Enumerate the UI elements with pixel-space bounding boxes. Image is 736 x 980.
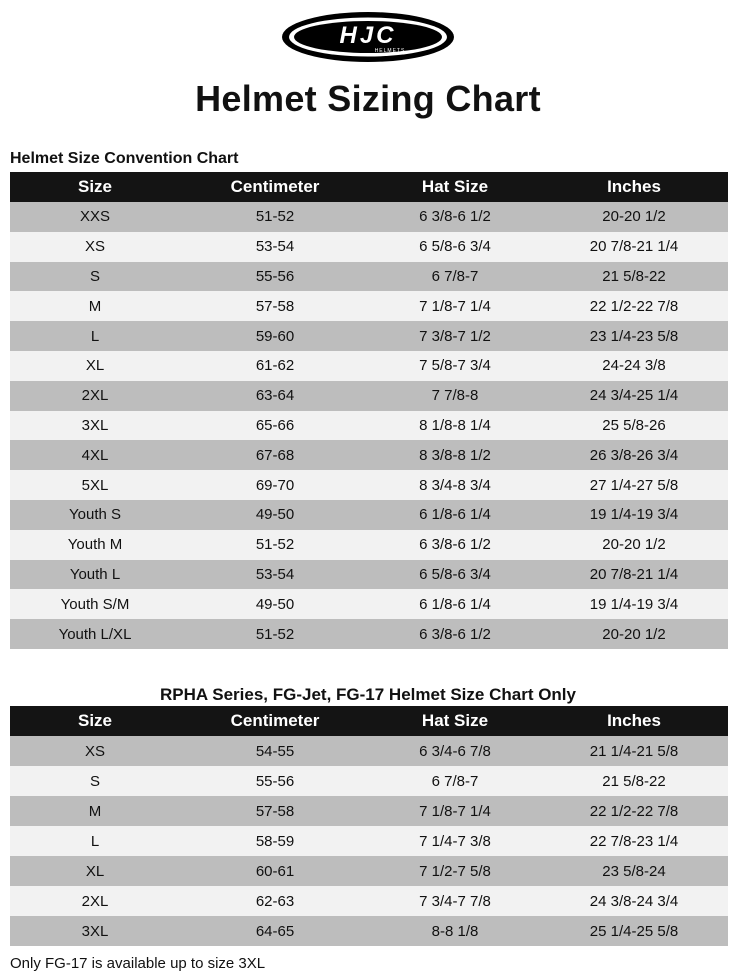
cell-centimeter: 53-54 <box>180 560 370 590</box>
cell-hat-size: 8 3/4-8 3/4 <box>370 470 540 500</box>
cell-size: Youth M <box>10 530 180 560</box>
header-hat-size: Hat Size <box>370 172 540 202</box>
logo-subtext: HELMETS <box>374 48 406 54</box>
table-row <box>10 530 728 560</box>
size-convention-table <box>10 172 728 649</box>
section2-title: RPHA Series, FG-Jet, FG-17 Helmet Size Chart Only <box>160 685 576 704</box>
cell-size: 3XL <box>10 916 180 946</box>
cell-inches: 20-20 1/2 <box>540 202 728 232</box>
cell-inches: 19 1/4-19 3/4 <box>540 589 728 619</box>
cell-hat-size: 7 1/4-7 3/8 <box>370 826 540 856</box>
cell-inches: 23 5/8-24 <box>540 856 728 886</box>
cell-hat-size: 6 5/8-6 3/4 <box>370 560 540 590</box>
cell-centimeter: 69-70 <box>180 470 370 500</box>
cell-hat-size: 7 1/8-7 1/4 <box>370 796 540 826</box>
cell-inches: 25 1/4-25 5/8 <box>540 916 728 946</box>
cell-hat-size: 8 3/8-8 1/2 <box>370 440 540 470</box>
header-hat-size: Hat Size <box>370 706 540 736</box>
cell-centimeter: 51-52 <box>180 619 370 649</box>
cell-centimeter: 49-50 <box>180 589 370 619</box>
cell-hat-size: 8-8 1/8 <box>370 916 540 946</box>
table-row <box>10 589 728 619</box>
cell-inches: 27 1/4-27 5/8 <box>540 470 728 500</box>
hjc-logo <box>0 10 736 66</box>
cell-centimeter: 67-68 <box>180 440 370 470</box>
table-row <box>10 351 728 381</box>
cell-centimeter: 51-52 <box>180 202 370 232</box>
cell-hat-size: 6 3/8-6 1/2 <box>370 619 540 649</box>
table-header <box>10 706 728 736</box>
table-row <box>10 916 728 946</box>
cell-hat-size: 7 3/8-7 1/2 <box>370 321 540 351</box>
table-row <box>10 202 728 232</box>
cell-centimeter: 49-50 <box>180 500 370 530</box>
cell-size: 3XL <box>10 411 180 441</box>
cell-inches: 22 7/8-23 1/4 <box>540 826 728 856</box>
cell-size: XS <box>10 736 180 766</box>
hjc-logo-icon <box>280 10 456 64</box>
logo-text: HJC <box>339 22 397 49</box>
rpha-size-table <box>10 706 728 946</box>
cell-centimeter: 55-56 <box>180 262 370 292</box>
header-centimeter: Centimeter <box>180 172 370 202</box>
cell-hat-size: 6 3/4-6 7/8 <box>370 736 540 766</box>
cell-hat-size: 6 1/8-6 1/4 <box>370 589 540 619</box>
table-body <box>10 202 728 649</box>
cell-size: XXS <box>10 202 180 232</box>
cell-size: Youth S/M <box>10 589 180 619</box>
table-row <box>10 766 728 796</box>
table-row <box>10 619 728 649</box>
page-title: Helmet Sizing Chart <box>195 78 541 119</box>
cell-centimeter: 62-63 <box>180 886 370 916</box>
cell-inches: 21 5/8-22 <box>540 766 728 796</box>
cell-inches: 23 1/4-23 5/8 <box>540 321 728 351</box>
table-row <box>10 232 728 262</box>
table-row <box>10 736 728 766</box>
cell-hat-size: 6 3/8-6 1/2 <box>370 202 540 232</box>
cell-centimeter: 54-55 <box>180 736 370 766</box>
cell-hat-size: 8 1/8-8 1/4 <box>370 411 540 441</box>
cell-inches: 20 7/8-21 1/4 <box>540 232 728 262</box>
cell-size: M <box>10 291 180 321</box>
cell-hat-size: 7 5/8-7 3/4 <box>370 351 540 381</box>
cell-hat-size: 6 7/8-7 <box>370 262 540 292</box>
cell-size: Youth S <box>10 500 180 530</box>
table-row <box>10 321 728 351</box>
cell-inches: 25 5/8-26 <box>540 411 728 441</box>
cell-inches: 20 7/8-21 1/4 <box>540 560 728 590</box>
footnote: Only FG-17 is available up to size 3XL <box>10 955 266 972</box>
header-size: Size <box>10 706 180 736</box>
cell-hat-size: 7 1/2-7 5/8 <box>370 856 540 886</box>
table-row <box>10 500 728 530</box>
cell-size: 5XL <box>10 470 180 500</box>
cell-centimeter: 59-60 <box>180 321 370 351</box>
cell-size: 2XL <box>10 381 180 411</box>
cell-inches: 20-20 1/2 <box>540 530 728 560</box>
cell-centimeter: 57-58 <box>180 291 370 321</box>
cell-inches: 20-20 1/2 <box>540 619 728 649</box>
cell-size: XL <box>10 856 180 886</box>
cell-inches: 22 1/2-22 7/8 <box>540 796 728 826</box>
table-row <box>10 411 728 441</box>
cell-size: S <box>10 766 180 796</box>
header-inches: Inches <box>540 172 728 202</box>
cell-hat-size: 6 7/8-7 <box>370 766 540 796</box>
cell-centimeter: 58-59 <box>180 826 370 856</box>
cell-hat-size: 7 1/8-7 1/4 <box>370 291 540 321</box>
cell-inches: 22 1/2-22 7/8 <box>540 291 728 321</box>
cell-centimeter: 65-66 <box>180 411 370 441</box>
cell-inches: 24-24 3/8 <box>540 351 728 381</box>
header-size: Size <box>10 172 180 202</box>
cell-centimeter: 57-58 <box>180 796 370 826</box>
cell-size: Youth L/XL <box>10 619 180 649</box>
cell-inches: 24 3/8-24 3/4 <box>540 886 728 916</box>
cell-centimeter: 63-64 <box>180 381 370 411</box>
cell-centimeter: 53-54 <box>180 232 370 262</box>
cell-inches: 21 1/4-21 5/8 <box>540 736 728 766</box>
table-row <box>10 796 728 826</box>
cell-inches: 19 1/4-19 3/4 <box>540 500 728 530</box>
table-row <box>10 826 728 856</box>
cell-inches: 26 3/8-26 3/4 <box>540 440 728 470</box>
table-row <box>10 470 728 500</box>
table-row <box>10 856 728 886</box>
cell-hat-size: 7 3/4-7 7/8 <box>370 886 540 916</box>
table-body <box>10 736 728 946</box>
cell-inches: 24 3/4-25 1/4 <box>540 381 728 411</box>
section1-title: Helmet Size Convention Chart <box>10 150 239 167</box>
cell-centimeter: 61-62 <box>180 351 370 381</box>
cell-inches: 21 5/8-22 <box>540 262 728 292</box>
table-row <box>10 262 728 292</box>
header-row <box>10 172 728 202</box>
cell-size: L <box>10 321 180 351</box>
table-row <box>10 886 728 916</box>
table-header <box>10 172 728 202</box>
cell-hat-size: 6 3/8-6 1/2 <box>370 530 540 560</box>
cell-size: 2XL <box>10 886 180 916</box>
header-row <box>10 706 728 736</box>
table-row <box>10 560 728 590</box>
cell-hat-size: 6 5/8-6 3/4 <box>370 232 540 262</box>
cell-hat-size: 7 7/8-8 <box>370 381 540 411</box>
cell-centimeter: 55-56 <box>180 766 370 796</box>
cell-size: S <box>10 262 180 292</box>
cell-size: XL <box>10 351 180 381</box>
cell-size: 4XL <box>10 440 180 470</box>
cell-hat-size: 6 1/8-6 1/4 <box>370 500 540 530</box>
table-row <box>10 291 728 321</box>
cell-size: M <box>10 796 180 826</box>
cell-centimeter: 60-61 <box>180 856 370 886</box>
cell-size: L <box>10 826 180 856</box>
table-row <box>10 440 728 470</box>
table-row <box>10 381 728 411</box>
cell-size: XS <box>10 232 180 262</box>
header-inches: Inches <box>540 706 728 736</box>
cell-size: Youth L <box>10 560 180 590</box>
cell-centimeter: 64-65 <box>180 916 370 946</box>
cell-centimeter: 51-52 <box>180 530 370 560</box>
header-centimeter: Centimeter <box>180 706 370 736</box>
